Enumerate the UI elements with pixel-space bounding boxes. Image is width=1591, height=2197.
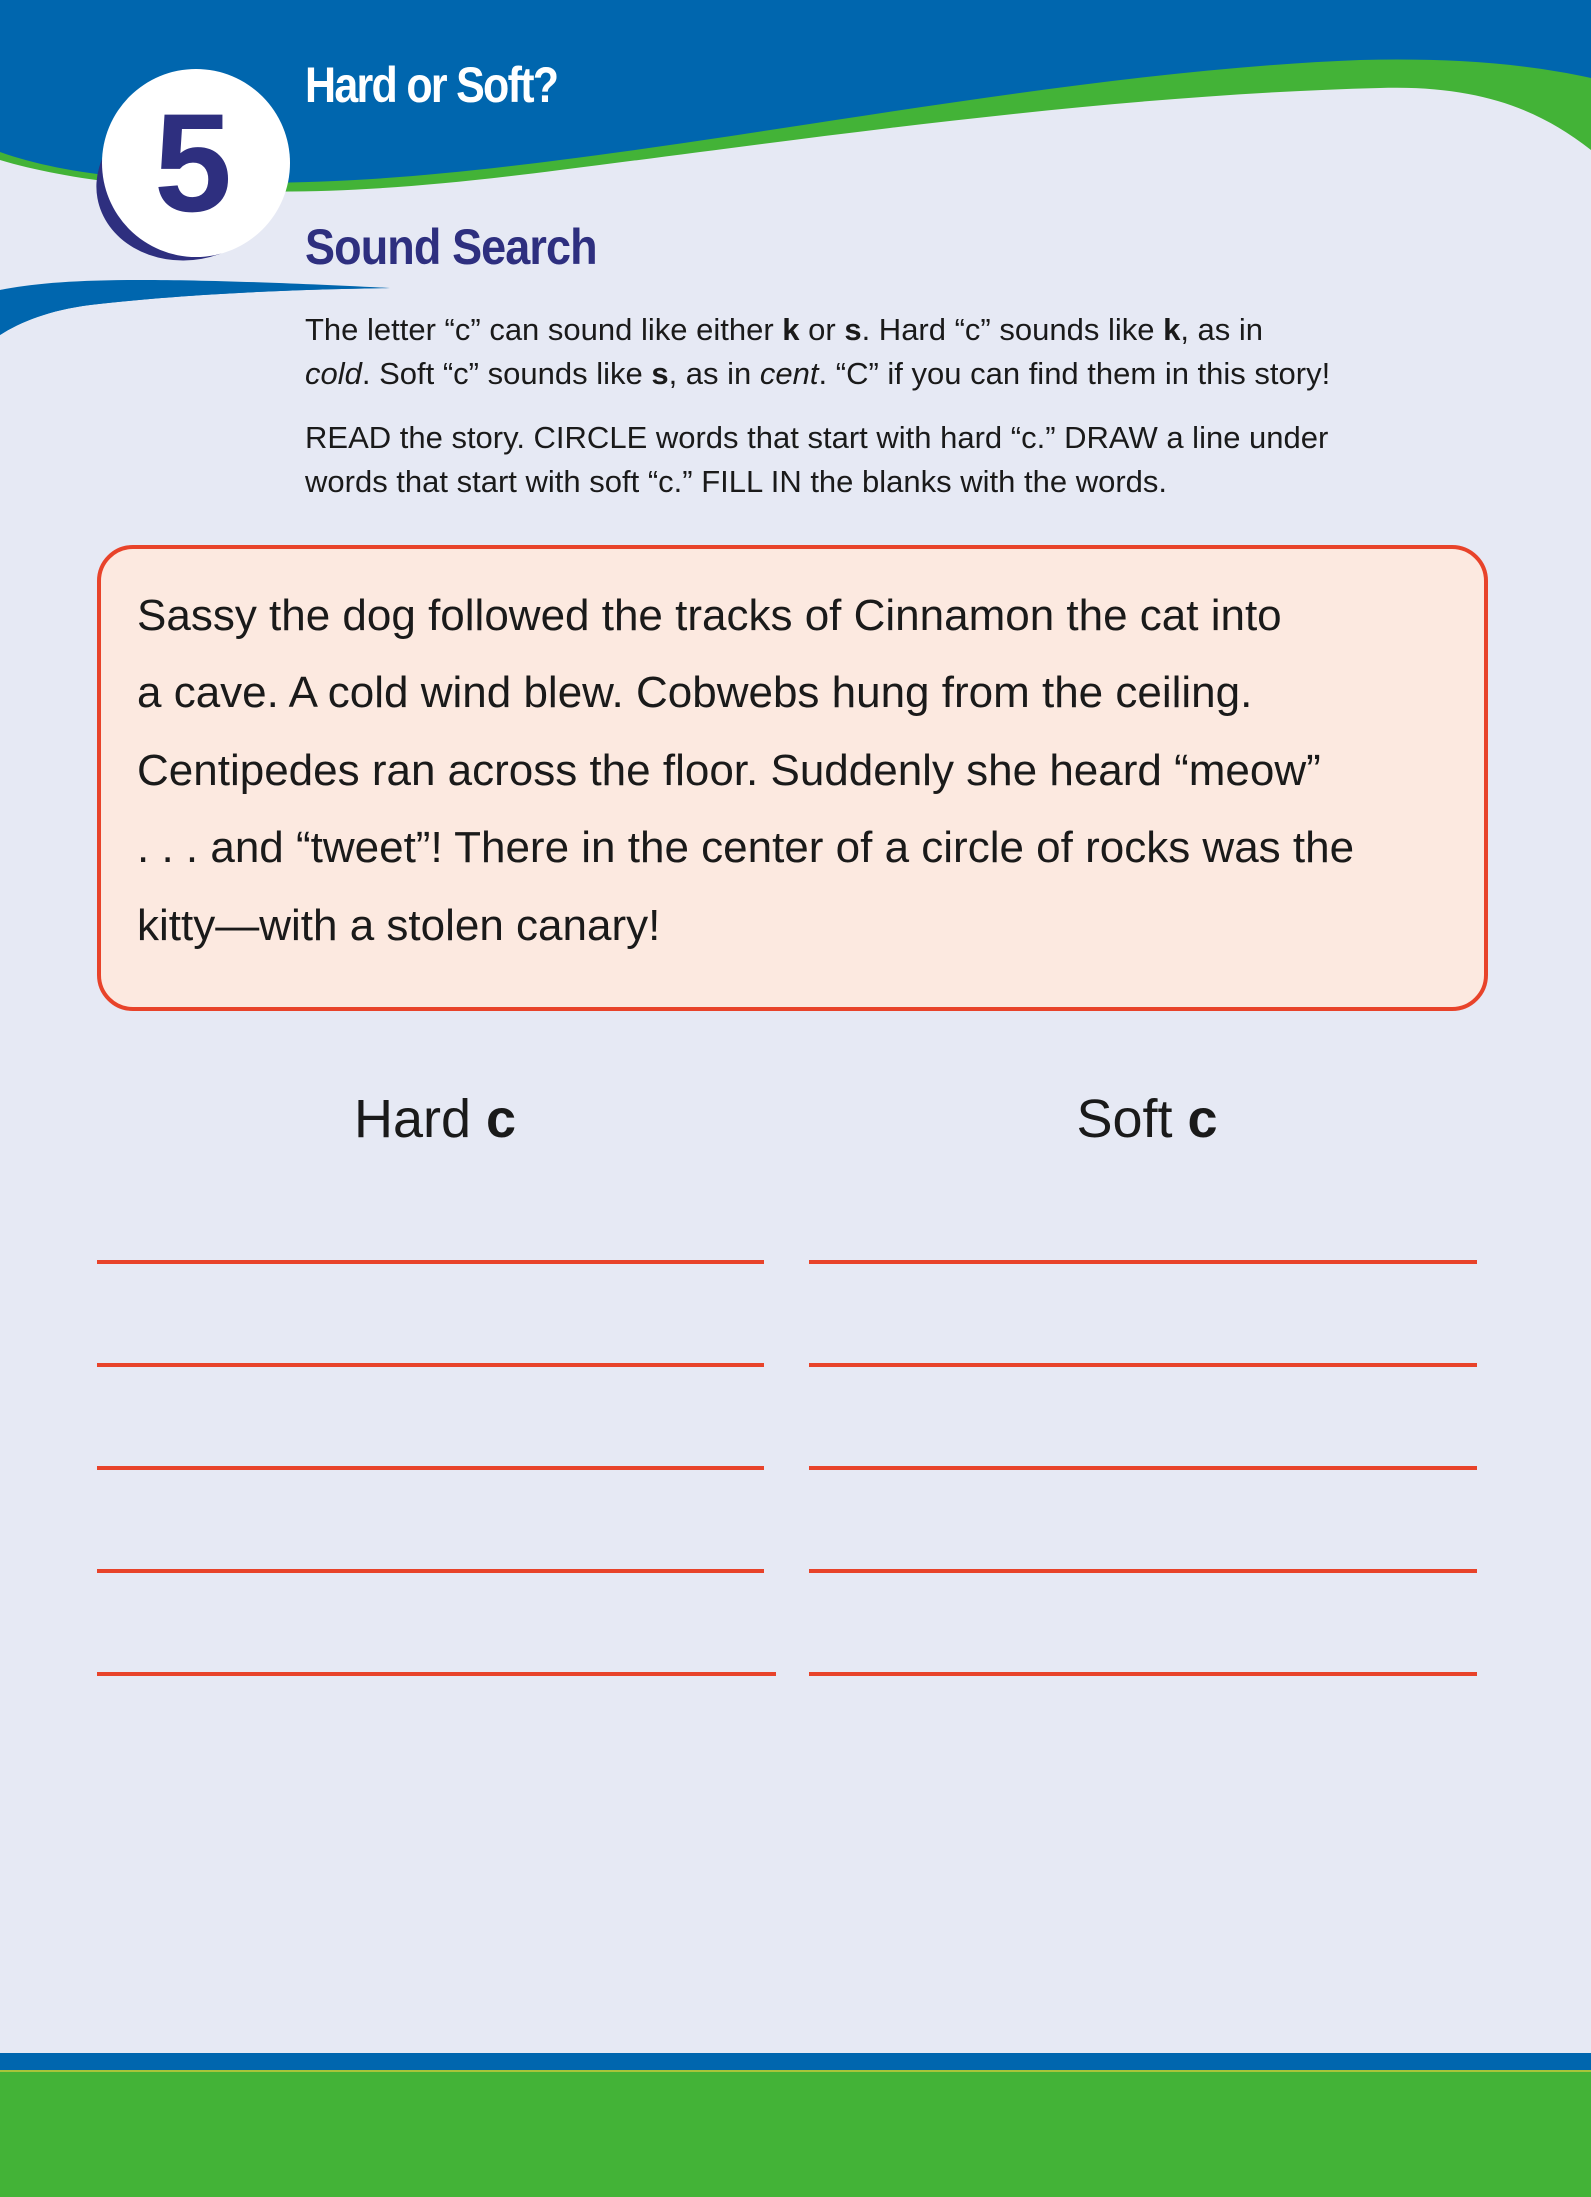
intro-line-1 — [305, 308, 1263, 352]
story-line: Sassy the dog followed the tracks of Cinnamon the cat into — [137, 591, 1282, 640]
bold-s: s — [651, 356, 669, 391]
section-title: Sound Search — [305, 219, 597, 275]
page-title: Hard or Soft? — [305, 57, 558, 113]
hard-c-answer-blank[interactable] — [97, 1363, 764, 1367]
text: . “C” if you can find them in this story! — [818, 356, 1331, 391]
text: . Hard “c” sounds like — [861, 312, 1164, 347]
heading-letter: c — [486, 1089, 517, 1149]
soft-c-answer-blank[interactable] — [809, 1672, 1477, 1676]
text: or — [799, 312, 845, 347]
hard-c-heading — [185, 1088, 685, 1150]
directions-line-2: words that start with soft “c.” FILL IN the blanks with the words. — [305, 464, 1168, 499]
hard-c-answer-blank[interactable] — [97, 1260, 764, 1264]
soft-c-answer-blank[interactable] — [809, 1569, 1477, 1573]
text: , as in — [1180, 312, 1264, 347]
story-line: a cave. A cold wind blew. Cobwebs hung from the ceiling. — [137, 668, 1253, 717]
heading-label: Soft — [1076, 1089, 1188, 1149]
soft-c-answer-blank[interactable] — [809, 1466, 1477, 1470]
text: The letter “c” can sound like either — [305, 312, 783, 347]
soft-c-answer-blank[interactable] — [809, 1260, 1477, 1264]
italic-cent: cent — [759, 356, 819, 391]
heading-label: Hard — [353, 1089, 486, 1149]
bold-s: s — [844, 312, 862, 347]
story-box — [97, 545, 1488, 1011]
activity-number: 5 — [154, 84, 232, 241]
soft-c-answer-blank[interactable] — [809, 1363, 1477, 1367]
directions-line-1: READ the story. CIRCLE words that start with hard “c.” DRAW a line under — [305, 420, 1329, 455]
story-line: . . . and “tweet”! There in the center of a circle of rocks was the — [137, 823, 1355, 872]
heading-letter: c — [1187, 1089, 1218, 1149]
hard-c-answer-blank[interactable] — [97, 1569, 764, 1573]
text: , as in — [668, 356, 760, 391]
italic-cold: cold — [305, 356, 362, 391]
intro-line-2 — [305, 352, 1330, 396]
soft-c-heading — [897, 1088, 1397, 1150]
hard-c-answer-blank[interactable] — [97, 1466, 764, 1470]
story-line: Centipedes ran across the floor. Suddenly she heard “meow” — [137, 746, 1321, 795]
hard-c-answer-blank[interactable] — [97, 1672, 776, 1676]
bold-k: k — [1163, 312, 1181, 347]
story-line: kitty—with a stolen canary! — [137, 901, 661, 950]
bold-k: k — [782, 312, 800, 347]
text: . Soft “c” sounds like — [361, 356, 652, 391]
